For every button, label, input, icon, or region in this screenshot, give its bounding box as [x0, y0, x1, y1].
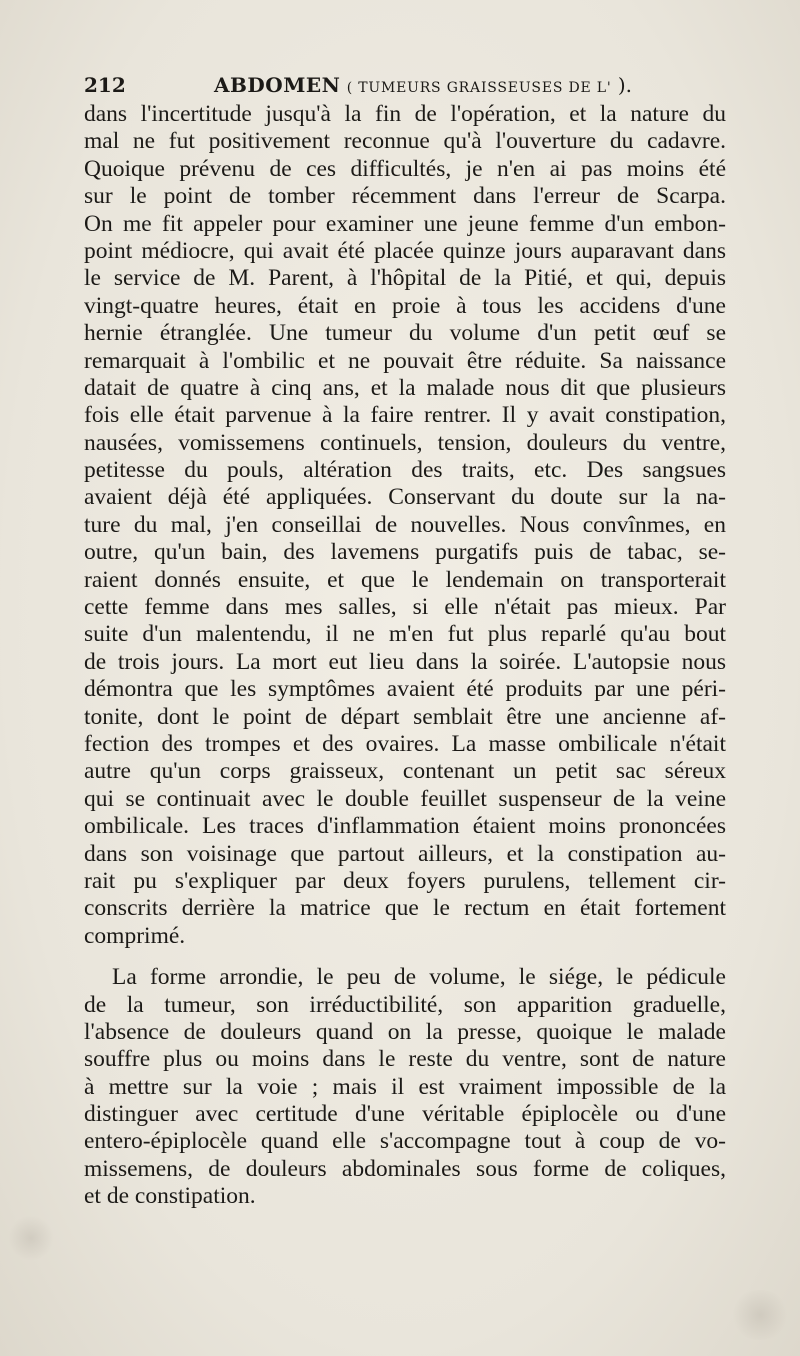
text-line: le service de M. Parent, à l'hôpital de la Pitié, et qui, depuis [84, 265, 726, 292]
ink-stain [8, 1215, 54, 1261]
text-line: sur le point de tomber récemment dans l'erreur de Scarpa. [84, 183, 726, 210]
text-line: souffre plus ou moins dans le reste du ventre, sont de nature [84, 1046, 726, 1073]
text-line: fection des trompes et des ovaires. La masse ombilicale n'était [84, 730, 726, 757]
text-line: outre, qu'un bain, des lavemens purgatifs puis de tabac, se- [84, 539, 726, 566]
text-line: cette femme dans mes salles, si elle n'était pas mieux. Par [84, 594, 726, 621]
text-line: avaient déjà été appliquées. Conservant du doute sur la na- [84, 484, 726, 511]
text-line: de trois jours. La mort eut lieu dans la soirée. L'autopsie nous [84, 648, 726, 675]
text-line: mal ne fut positivement reconnue qu'à l'ouverture du cadavre. [84, 128, 726, 155]
text-line: Quoique prévenu de ces difficultés, je n'en ai pas moins été [84, 155, 726, 182]
text-line: autre qu'un corps graisseux, contenant un petit sac séreux [84, 758, 726, 785]
text-line: distinguer avec certitude d'une véritable épiplocèle ou d'une [84, 1101, 726, 1128]
text-line: et de constipation. [84, 1183, 256, 1210]
running-title-close: ). [617, 73, 633, 97]
text-line: nausées, vomissemens continuels, tension, douleurs du ventre, [84, 429, 726, 456]
text-line: démontra que les symptômes avaient été produits par une péri- [84, 676, 726, 703]
text-line: dans son voisinage que partout ailleurs, et la constipation au- [84, 840, 726, 867]
text-line: dans l'incertitude jusqu'à la fin de l'opération, et la nature du [84, 101, 726, 127]
text-line: comprimé. [84, 922, 186, 949]
paragraph-gap [84, 950, 726, 964]
text-line: qui se continuait avec le double feuillet suspenseur de la veine [84, 785, 726, 812]
text-line: entero-épiplocèle quand elle s'accompagne tout à coup de vo- [84, 1128, 726, 1155]
text-line: missemens, de douleurs abdominales sous forme de coliques, [84, 1155, 726, 1182]
running-header [84, 70, 724, 100]
text-line: à mettre sur la voie ; mais il est vraiment impossible de la [84, 1073, 726, 1100]
text-line: remarquait à l'ombilic et ne pouvait être réduite. Sa naissance [84, 347, 726, 374]
text-line: ture du mal, j'en conseillai de nouvelles. Nous convînmes, en [84, 511, 726, 538]
text-line: raient donnés ensuite, et que le lendemain on transporterait [84, 566, 726, 593]
text-line: petitesse du pouls, altération des traits, etc. Des sangsues [84, 457, 726, 484]
text-line: suite d'un malentendu, il ne m'en fut plus reparlé qu'au bout [84, 621, 726, 648]
text-line: hernie étranglée. Une tumeur du volume d'un petit œuf se [84, 320, 726, 347]
ink-stain [730, 1290, 790, 1340]
running-title-subtitle: ( TUMEURS GRAISSEUSES DE L' [346, 80, 612, 96]
text-line: rait pu s'expliquer par deux foyers purulens, tellement cir- [84, 867, 726, 894]
paragraph [84, 964, 726, 1211]
text-line: vingt-quatre heures, était en proie à tous les accidens d'une [84, 292, 726, 319]
text-line: l'absence de douleurs quand on la presse, quoique le malade [84, 1018, 726, 1045]
text-line: datait de quatre à cinq ans, et la malade nous dit que plusieurs [84, 374, 726, 401]
text-line: conscrits derrière la matrice que le rectum en était fortement [84, 895, 726, 922]
text-line: point médiocre, qui avait été placée quinze jours auparavant dans [84, 237, 726, 264]
page-number: 212 [84, 73, 126, 97]
body-text [84, 101, 726, 1211]
text-line: La forme arrondie, le peu de volume, le siége, le pédicule [112, 964, 726, 991]
text-line: de la tumeur, son irréductibilité, son apparition graduelle, [84, 991, 726, 1018]
running-title [214, 70, 632, 103]
text-line: ombilicale. Les traces d'inflammation étaient moins prononcées [84, 813, 726, 840]
text-line: tonite, dont le point de départ semblait être une ancienne af- [84, 703, 726, 730]
running-title-main: ABDOMEN [214, 73, 341, 97]
text-line: fois elle était parvenue à la faire rentrer. Il y avait constipation, [84, 402, 726, 429]
text-line: On me fit appeler pour examiner une jeune femme d'un embon- [84, 210, 726, 237]
paragraph [84, 101, 726, 950]
